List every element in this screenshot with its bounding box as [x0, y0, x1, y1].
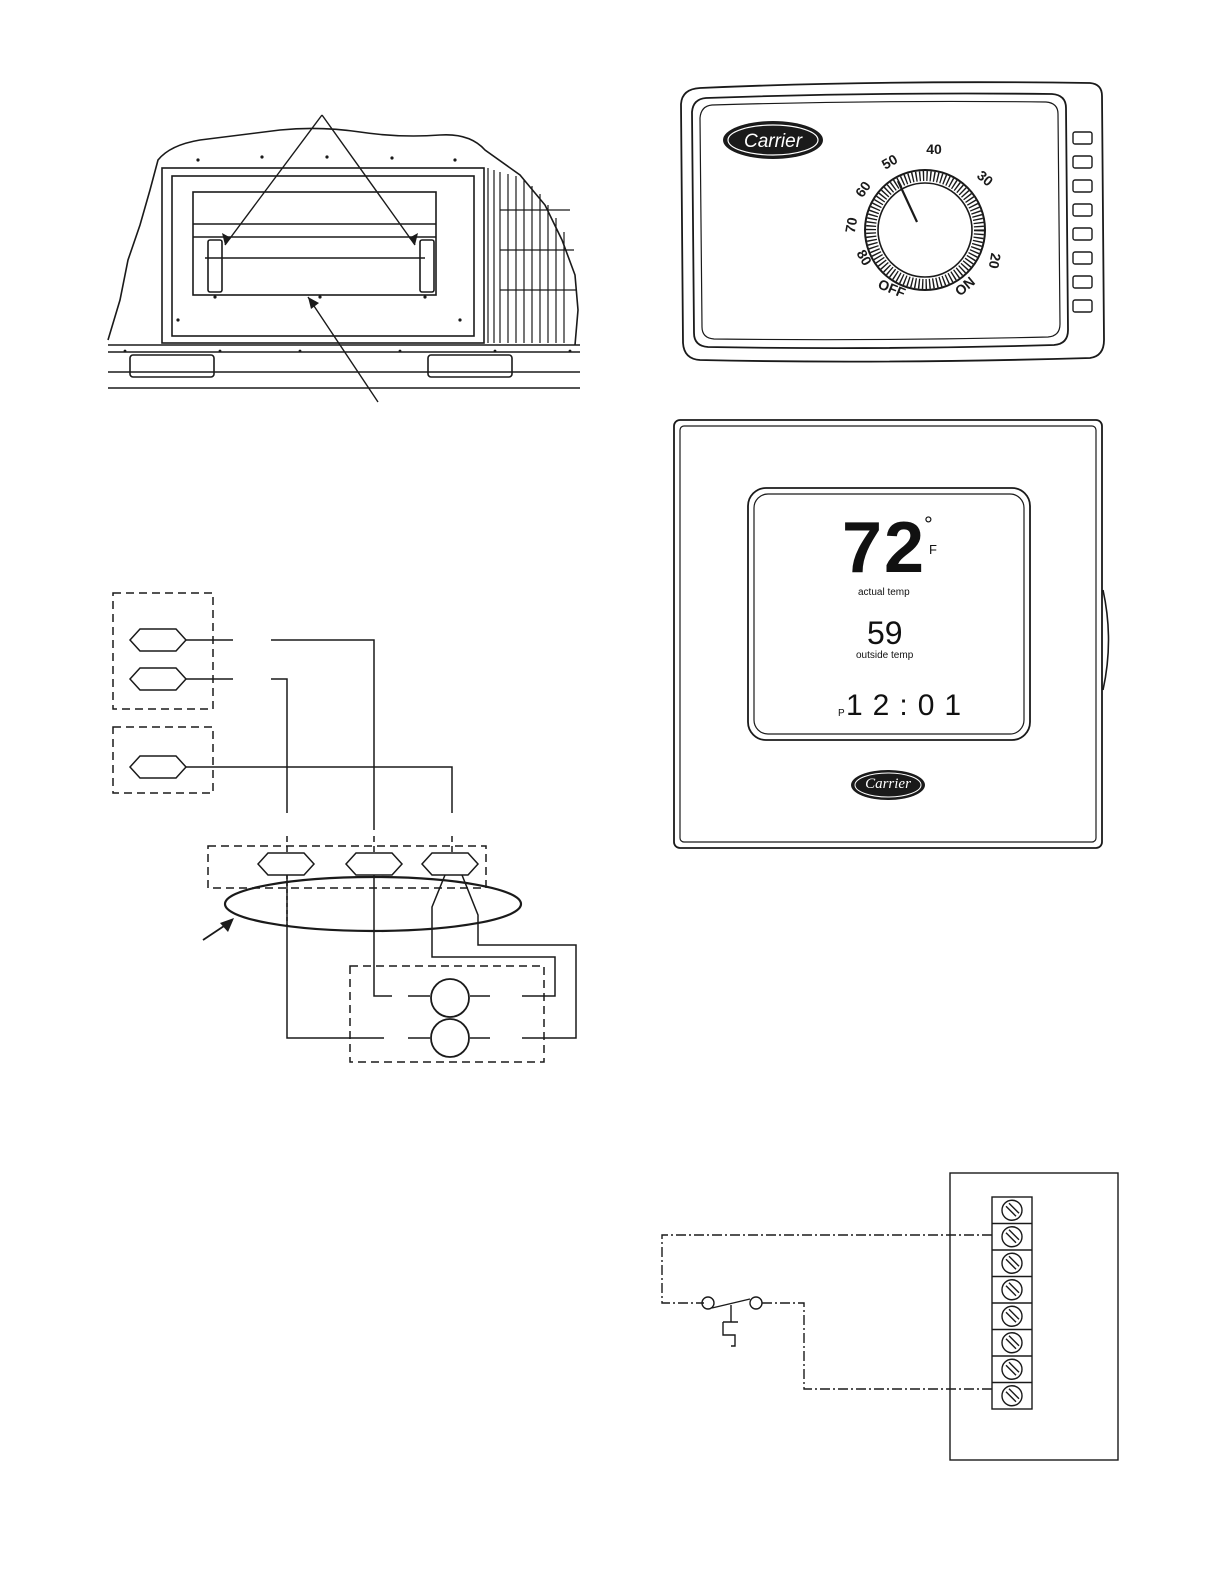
filter-opening	[193, 192, 436, 295]
wiring-diagram	[105, 585, 585, 1070]
side-buttons	[1073, 132, 1092, 312]
dial-label-40: 40	[926, 141, 942, 157]
dial-label-50: 50	[878, 150, 901, 173]
screw-terminal	[992, 1224, 1032, 1247]
dial-label-60: 60	[851, 178, 874, 201]
screw-terminal	[992, 1383, 1032, 1406]
component-circle-lower	[431, 1019, 469, 1057]
dial-thermostat-illustration	[670, 75, 1110, 370]
economizer-hood-illustration	[100, 105, 590, 405]
base-slot-left	[130, 355, 214, 377]
terminal-hex	[422, 853, 478, 875]
screw-terminal	[1002, 1200, 1022, 1220]
dial-label-20: 20	[985, 251, 1005, 270]
time-period-indicator: P	[838, 708, 845, 719]
carrier-logo	[723, 121, 823, 159]
temperature-dial[interactable]	[865, 170, 985, 290]
terminal-hex	[258, 853, 314, 875]
dial-label-on: ON	[951, 273, 978, 300]
digital-thermostat	[672, 418, 1104, 850]
wiring-callout-ellipse	[225, 877, 521, 931]
terminal-strip-diagram	[655, 1165, 1125, 1465]
terminal-hex	[130, 756, 186, 778]
component-enclosure	[350, 966, 544, 1062]
screw-terminal	[992, 1356, 1032, 1379]
dash-dot-wiring	[662, 1235, 992, 1389]
control-board-outline	[950, 1173, 1118, 1460]
outside-temperature: 59	[867, 615, 903, 651]
wire-runs	[186, 640, 576, 1038]
terminal-hex	[130, 668, 186, 690]
clock-display: 12:01	[846, 689, 972, 722]
current-temperature: 72	[842, 508, 927, 588]
terminal-hex	[346, 853, 402, 875]
base-slot-right	[428, 355, 512, 377]
degree-symbol: °	[924, 512, 933, 537]
screw-terminal	[992, 1250, 1032, 1273]
screw-terminal	[992, 1330, 1032, 1353]
terminal-strip	[992, 1197, 1032, 1409]
brand-logo-text: Carrier	[743, 131, 803, 152]
dial-label-off: OFF	[875, 275, 908, 302]
actual-temp-label: actual temp	[858, 587, 910, 598]
component-circle-upper	[431, 979, 469, 1017]
dial-label-30: 30	[974, 167, 997, 190]
screw-terminal	[992, 1277, 1032, 1300]
filter-clip-left	[208, 240, 222, 292]
outside-temp-label: outside temp	[856, 650, 914, 661]
dial-label-80: 80	[853, 246, 876, 269]
brand-logo-text: Carrier	[865, 776, 911, 792]
remote-switch	[702, 1297, 762, 1346]
middle-terminal-enclosure	[113, 727, 213, 793]
terminal-hex	[130, 629, 186, 651]
screw-terminal	[992, 1303, 1032, 1326]
filter-clip-right	[420, 240, 434, 292]
dial-label-70: 70	[841, 216, 861, 235]
side-grille	[488, 168, 576, 343]
temperature-unit: F	[929, 542, 937, 557]
